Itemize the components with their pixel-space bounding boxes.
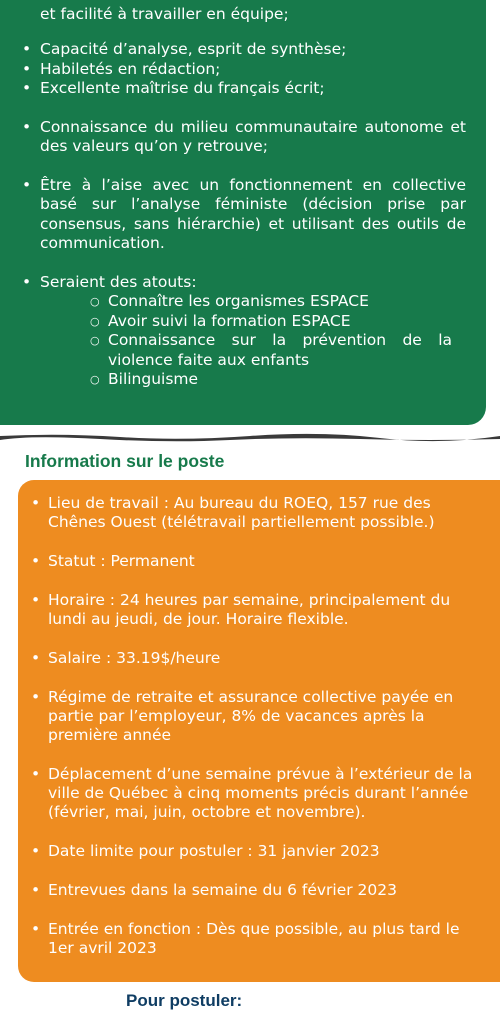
qualification-group [0,176,480,254]
job-info-item: • Statut : Permanent [18,552,500,571]
qualification-item: • Excellente maîtrise du français écrit; [0,79,480,99]
job-info-item: • Date limite pour postuler : 31 janvier 2023 [18,842,500,861]
job-info-item: • Entrevues dans la semaine du 6 février 2023 [18,881,500,900]
qualification-item: • Capacité d’analyse, esprit de synthèse; [0,40,480,60]
qualification-group [0,40,480,99]
job-info-item: • Horaire : 24 heures par semaine, principalement du lundi au jeudi, de jour. Horaire flexible. [18,591,500,629]
qualification-item: • Habiletés en rédaction; [0,60,480,80]
qualifications-panel [0,0,486,425]
qualification-text: et facilité à travailler en équipe; [40,5,289,23]
brush-divider [0,430,500,444]
job-info-item: • Régime de retraite et assurance collective payée en partie par l’employeur, 8% de vacances après la première année [18,688,500,745]
assets-label: Seraient des atouts: [40,272,197,291]
asset-item: ○ Connaissance sur la prévention de la violence faite aux enfants [40,331,466,370]
job-info-item: • Salaire : 33.19$/heure [18,649,500,668]
job-info-item: • Déplacement d’une semaine prévue à l’extérieur de la ville de Québec à cinq moments précis durant l’année (février, mai, juin, octobre et novembre). [18,765,500,822]
job-info-item: • Entrée en fonction : Dès que possible, au plus tard le 1er avril 2023 [18,920,500,958]
qualification-group [0,118,480,157]
qualification-item: • Connaissance du milieu communautaire autonome et des valeurs qu’on y retrouve; [0,118,480,157]
asset-item: ○ Connaître les organismes ESPACE [40,292,466,312]
asset-item: ○ Bilinguisme [40,370,466,390]
assets-list [40,292,466,390]
qualification-group [0,273,480,390]
qualification-item [0,273,480,390]
apply-title: Pour postuler: [126,991,243,1010]
job-info-item: • Lieu de travail : Au bureau du ROEQ, 157 rue des Chênes Ouest (télétravail partiellement possible.) [18,494,500,532]
qualifications-list [0,40,480,409]
job-info-panel [18,480,500,982]
qualification-item: • Être à l’aise avec un fonctionnement en collective basé sur l’analyse féministe (décision prise par consensus, sans hiérarchie) et utilisant des outils de communication. [0,176,480,254]
section-title: Information sur le poste [25,451,225,471]
asset-item: ○ Avoir suivi la formation ESPACE [40,312,466,332]
job-info-list [18,494,500,978]
